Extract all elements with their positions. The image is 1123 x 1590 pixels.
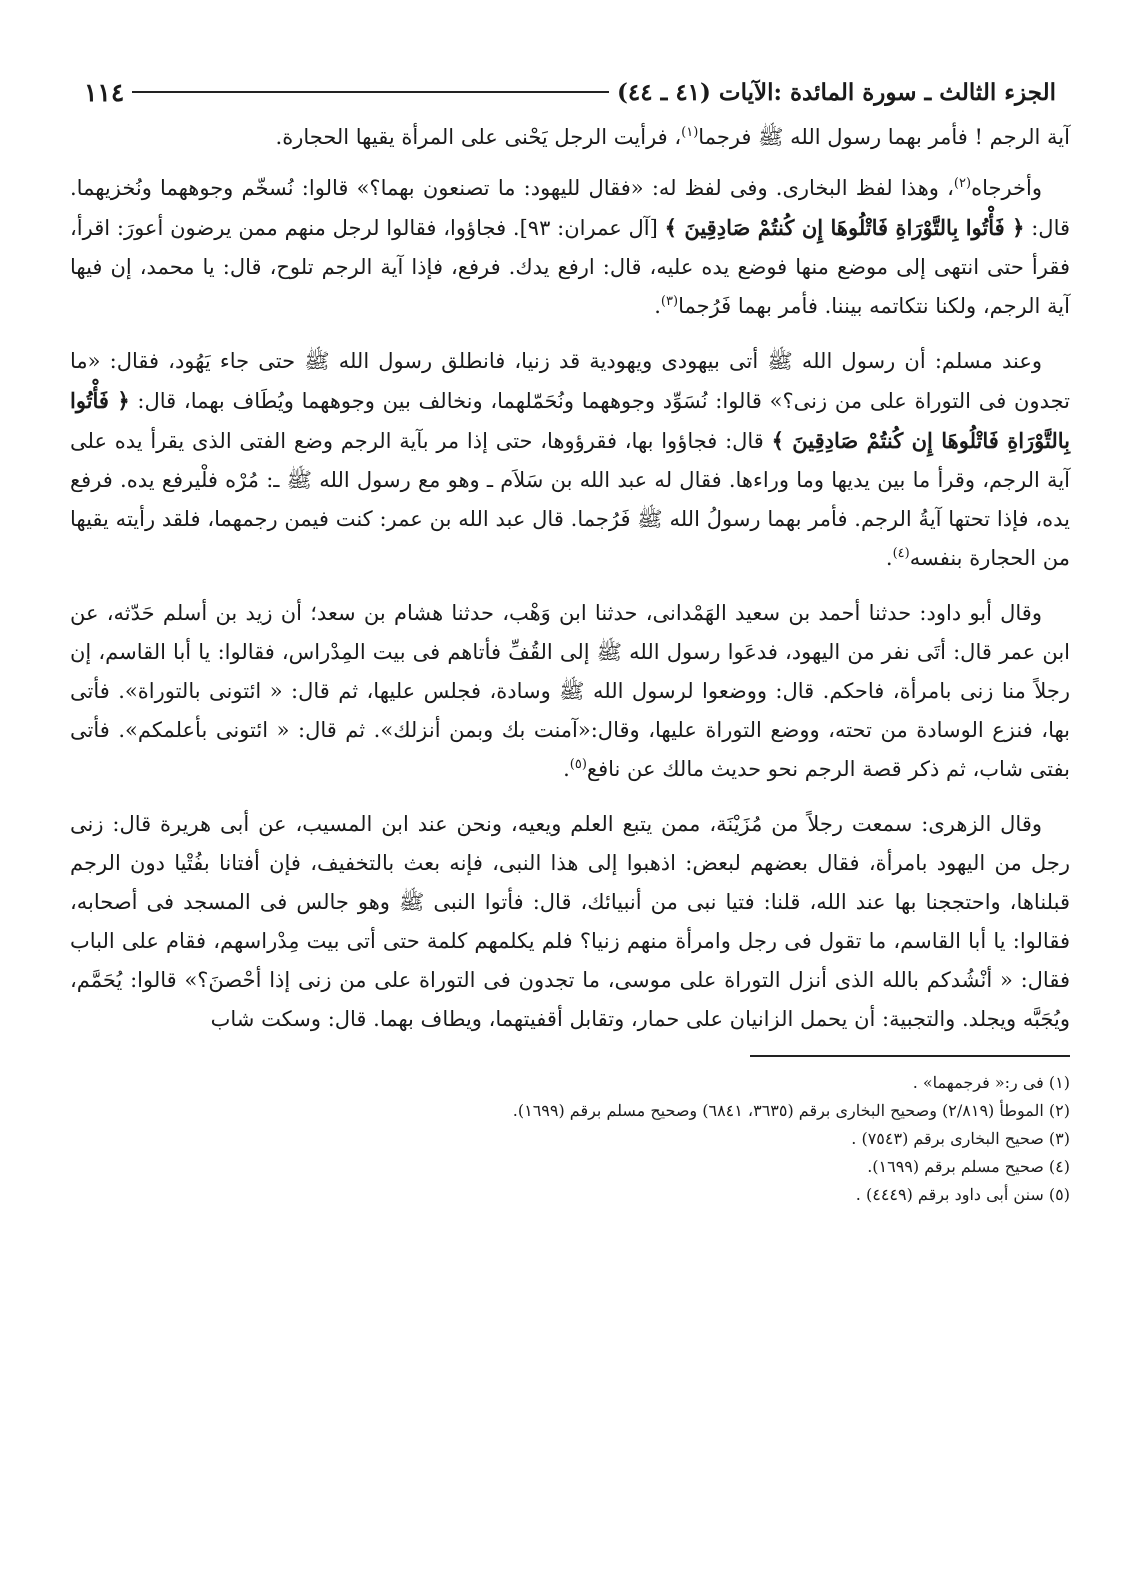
quran-verse: ﴿ فَأْتُوا بِالتَّوْرَاةِ فَاتْلُوهَا إِن كُنتُمْ صَادِقِينَ ﴾ [70,388,1070,453]
quran-verse: ﴿ فَأْتُوا بِالتَّوْرَاةِ فَاتْلُوهَا إِن كُنتُمْ صَادِقِينَ ﴾ [664,215,1025,240]
footnote-4: (٤) صحيح مسلم برقم (١٦٩٩). [867,1157,1070,1176]
paragraph-2: وأخرجاه$^{(٢)}$، وهذا لفظ البخارى. وفى لفظ له: «فقال لليهود: ما تصنعون بهما؟» قالوا: نُسخّم وجوههما ونُخزيهما. قال: ﴿ فَأْتُوا بِالتَّوْرَاةِ فَاتْلُوهَا إِن كُنتُمْ صَادِقِينَ ﴾ [آل عمران: ٩٣]. فجاؤوا، فقالوا لرجل منهم ممن يرضون أعورَ: اقرأ، فقرأ حتى انتهى إلى موضع منها فوضع يده عليه، قال: ارفع يدك. فرفع، فإذا آية الرجم تلوح، قال: يا محمد، إن فيها آية الرجم، ولكنا نتكاتمه بيننا. فأمر بهما فَرُجما$^{(٣)}$. [70,176,1071,318]
running-header [70,70,1070,114]
footnote-ref-5: (٥) [569,757,587,772]
page-number: ١١٤ [84,77,125,107]
footnote-5: (٥) سنن أبى داود برقم (٤٤٤٩) . [855,1185,1070,1204]
paragraph-4: وقال أبو داود: حدثنا أحمد بن سعيد الهَمْدانى، حدثنا ابن وَهْب، حدثنا هشام بن سعد؛ أن زيد بن أسلم حَدّثه، عن ابن عمر قال: أتَى نفر من اليهود، فدعَوا رسول الله ﷺ إلى القُفِّ فأتاهم فى بيت المِدْراس، فقالوا: يا أبا القاسم، إن رجلاً منا زنى بامرأة، فاحكم. قال: ووضعوا لرسول الله ﷺ وسادة، فجلس عليها، ثم قال: « ائتونى بالتوراة». فأتى بها، فنزع الوسادة من تحته، ووضع التوراة عليها، وقال:«آمنت بك وبمن أنزلك». ثم قال: « ائتونى بأعلمكم». فأتى بفتى شاب، ثم ذكر قصة الرجم نحو حديث مالك عن نافع$^{(٥)}$. [70,601,1070,781]
footnote-1: (١) فى ر:« فرجمهما» . [912,1073,1070,1092]
paragraph-1: آية الرجم ! فأمر بهما رسول الله ﷺ فرجما$^{(١)}$، فرأيت الرجل يَحْنى على المرأة يقيها الحجارة. [275,125,1070,149]
footnote-ref-4: (٤) [892,546,910,561]
footnotes [70,1069,1070,1209]
footnote-divider [750,1055,1070,1057]
footnote-ref-2: (٢) [953,176,972,191]
header-rule [132,91,609,93]
paragraph-5: وقال الزهرى: سمعت رجلاً من مُزَيْنَة، ممن يتبع العلم ويعيه، ونحن عند ابن المسيب، عن أبى هريرة قال: زنى رجل من اليهود بامرأة، فقال بعضهم لبعض: اذهبوا إلى هذا النبى، فإنه بعث بالتخفيف، فإن أفتانا بفُتْيا دون الرجم قبلناها، واحتججنا بها عند الله، قلنا: فتيا نبى من أنبيائك، قال: فأتوا النبى ﷺ وهو جالس فى المسجد فى أصحابه، فقالوا: يا أبا القاسم، ما تقول فى رجل وامرأة منهم زنيا؟ فلم يكلمهم كلمة حتى أتى بيت مِدْراسهم، فقام على الباب فقال: « أنْشُدكم بالله الذى أنزل التوراة على موسى، ما تجدون فى التوراة على من زنى إذا أحْصنَ؟» قالوا: يُحَمَّم، ويُجَبَّه ويجلد. والتجبية: أن يحمل الزانيان على حمار، وتقابل أقفيتهما، ويطاف بهما. قال: وسكت شاب [70,812,1070,1031]
footnote-3: (٣) صحيح البخارى برقم (٧٥٤٣) . [851,1129,1070,1148]
paragraph-3: وعند مسلم: أن رسول الله ﷺ أتى بيهودى ويهودية قد زنيا، فانطلق رسول الله ﷺ حتى جاء يَهُود، فقال: «ما تجدون فى التوراة على من زنى؟» قالوا: نُسَوِّد وجوههما ونُحَمّلهما، ونخالف بين وجوههما ويُطَاف بهما، قال: ﴿ فَأْتُوا بِالتَّوْرَاةِ فَاتْلُوهَا إِن كُنتُمْ صَادِقِينَ ﴾ قال: فجاؤوا بها، فقرؤوها، حتى إذا مر بآية الرجم وضع الفتى الذى يقرأ يده على آية الرجم، وقرأ ما بين يديها وما وراءها. فقال له عبد الله بن سَلاَم ـ وهو مع رسول الله ﷺ ـ: مُرْه فلْيرفع يده. فرفع يده، فإذا تحتها آيةُ الرجم. فأمر بهما رسولُ الله ﷺ فَرُجما. قال عبد الله بن عمر: كنت فيمن رجمهما، فلقد رأيته يقيها من الحجارة بنفسه$^{(٤)}$. [70,349,1070,570]
book-page [70,70,1070,1209]
running-title: الجزء الثالث ـ سورة المائدة :الآيات (٤١ ـ ٤٤) [616,78,1056,106]
main-text [70,118,1070,1039]
footnote-ref-1: (١) [681,125,699,140]
footnote-2: (٢) الموطأ (٢/٨١٩) وصحيح البخارى برقم (٣٦٣٥، ٦٨٤١) وصحيح مسلم برقم (١٦٩٩). [512,1101,1070,1120]
footnote-ref-3: (٣) [660,294,679,309]
